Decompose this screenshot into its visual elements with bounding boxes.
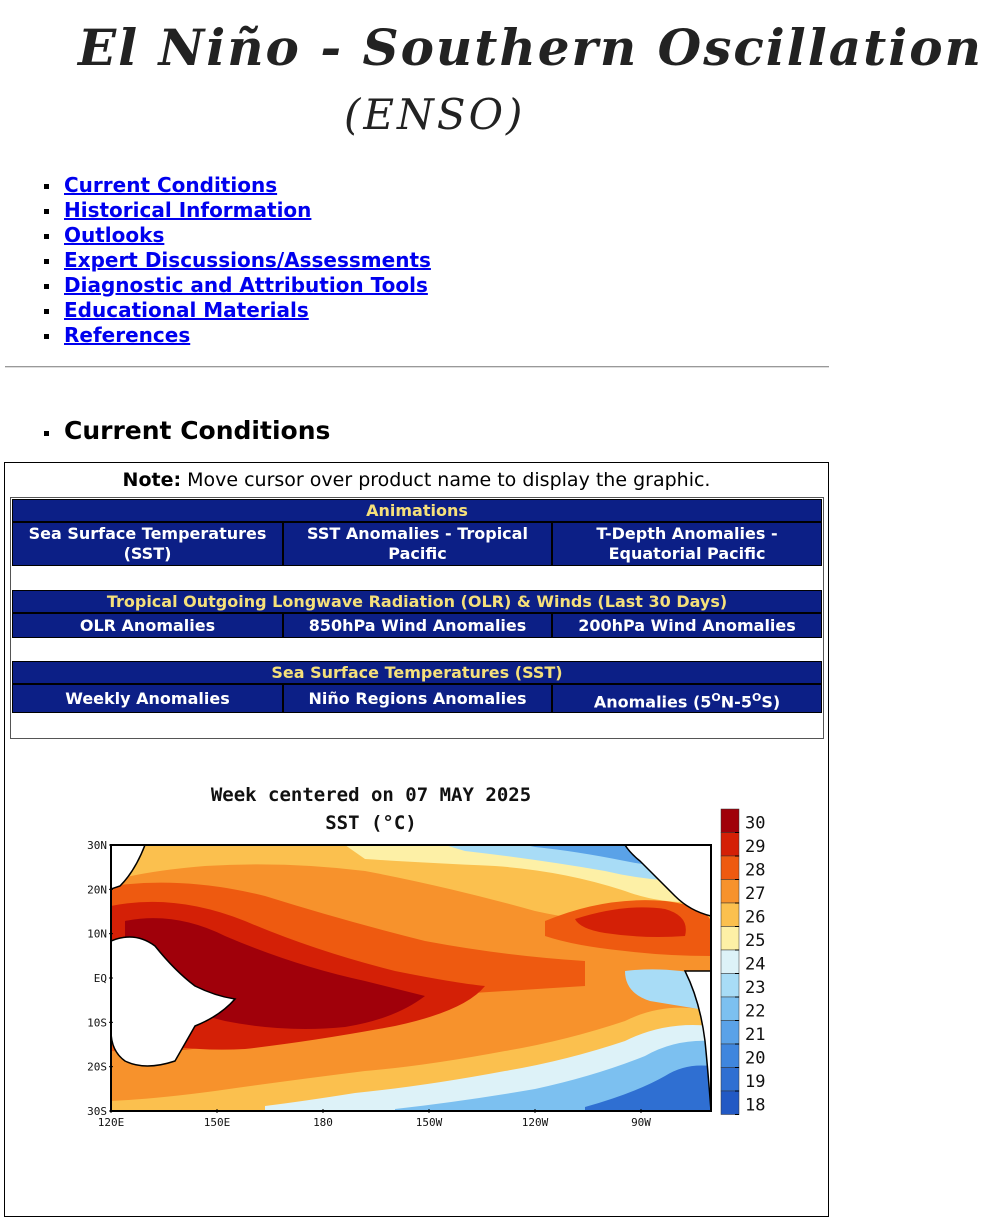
legend-swatch [721, 809, 739, 833]
nav-link-educational-materials[interactable]: Educational Materials [64, 297, 309, 322]
legend-value: 21 [745, 1025, 766, 1045]
lat-label: 30N [87, 839, 107, 852]
nav-item [44, 297, 431, 322]
map-subtitle: SST (°C) [325, 812, 417, 834]
legend-swatch [721, 997, 739, 1021]
anom-suffix: S) [761, 692, 781, 712]
sst-header: Sea Surface Temperatures (SST) [12, 661, 822, 684]
legend-swatch [721, 927, 739, 951]
bullet-icon [44, 309, 49, 314]
bullet-icon [44, 234, 49, 239]
product-nino-regions-anomalies[interactable]: Niño Regions Anomalies [283, 684, 552, 713]
lon-label: 180 [313, 1116, 333, 1129]
degree-n: O [711, 691, 721, 705]
section-heading [44, 416, 330, 445]
nav-link-current-conditions[interactable]: Current Conditions [64, 172, 278, 197]
anom-prefix: Anomalies (5 [593, 692, 712, 712]
legend-swatch [721, 974, 739, 998]
banner-title: El Niño - Southern Oscillation [78, 18, 983, 77]
legend-swatch [721, 1044, 739, 1068]
bullet-icon [44, 284, 49, 289]
nav-link-references[interactable]: References [64, 322, 191, 347]
legend-value: 23 [745, 978, 766, 998]
legend-value: 19 [745, 1072, 766, 1092]
legend-value: 24 [745, 954, 766, 975]
legend-value: 27 [745, 884, 766, 904]
latitude-labels [87, 839, 113, 1118]
nav-item [44, 247, 431, 272]
product-anomalies-5n-5s[interactable] [552, 684, 822, 713]
legend-value: 18 [745, 1095, 766, 1116]
legend-swatch [721, 856, 739, 880]
nav-link-diagnostic-tools[interactable]: Diagnostic and Attribution Tools [64, 272, 428, 297]
legend-swatch [721, 903, 739, 927]
lon-label: 120E [97, 1116, 125, 1129]
legend-value: 28 [745, 860, 766, 881]
legend-value: 26 [745, 907, 766, 928]
animations-header: Animations [12, 499, 822, 522]
nav-link-expert-discussions[interactable]: Expert Discussions/Assessments [64, 247, 431, 272]
note [5, 469, 828, 491]
product-tdepth-anomalies[interactable]: T-Depth Anomalies - Equatorial Pacific [552, 522, 822, 566]
product-850hpa-wind[interactable]: 850hPa Wind Anomalies [283, 613, 552, 638]
divider [5, 366, 829, 368]
products-table [10, 497, 824, 739]
lat-label: 10N [87, 927, 107, 941]
enso-banner [0, 0, 983, 160]
legend-swatch [721, 1021, 739, 1045]
product-sst-anomalies-tropical[interactable]: SST Anomalies - Tropical Pacific [283, 522, 552, 566]
lat-label: 30S [87, 1105, 107, 1118]
lat-label: 20N [87, 883, 107, 897]
bullet-icon [44, 431, 49, 436]
lon-label: 150W [415, 1116, 443, 1129]
sst-map-graphic [65, 771, 785, 1151]
map-title: Week centered on 07 MAY 2025 [210, 784, 532, 806]
product-sst-animation[interactable]: Sea Surface Temperatures (SST) [12, 522, 283, 566]
legend-value: 30 [745, 813, 766, 834]
product-olr-anomalies[interactable]: OLR Anomalies [12, 613, 283, 638]
olr-header: Tropical Outgoing Longwave Radiation (OLR) & Winds (Last 30 Days) [12, 590, 822, 613]
nav-link-outlooks[interactable]: Outlooks [64, 222, 165, 247]
lon-label: 150E [203, 1116, 231, 1129]
bullet-icon [44, 334, 49, 339]
nav-item [44, 172, 431, 197]
degree-s: O [751, 691, 762, 705]
nav-item [44, 322, 431, 347]
nav-link-historical-information[interactable]: Historical Information [64, 197, 312, 222]
legend-swatch [721, 950, 739, 974]
anom-mid: N-5 [720, 692, 752, 712]
section-title: Current Conditions [64, 416, 331, 445]
lat-label: 10S [87, 1016, 107, 1030]
conditions-panel [4, 462, 829, 1217]
legend-swatch [721, 833, 739, 857]
product-200hpa-wind[interactable]: 200hPa Wind Anomalies [552, 613, 822, 638]
note-text: Move cursor over product name to display the graphic. [181, 469, 711, 491]
legend-value: 22 [745, 1001, 766, 1022]
nav-item [44, 222, 431, 247]
legend-value: 29 [745, 837, 766, 857]
sst-field [111, 845, 711, 1111]
legend-value: 25 [745, 931, 766, 951]
lat-label: 20S [87, 1060, 107, 1074]
main-nav [44, 172, 431, 347]
nav-item [44, 272, 431, 297]
legend-swatch [721, 880, 739, 904]
lat-label: EQ [93, 972, 107, 985]
banner-subtitle: (ENSO) [344, 90, 526, 139]
legend-swatch [721, 1068, 739, 1092]
color-legend [721, 809, 765, 1116]
nav-item [44, 197, 431, 222]
lon-label: 90W [631, 1116, 651, 1129]
legend-value: 20 [745, 1048, 766, 1069]
bullet-icon [44, 209, 49, 214]
note-label: Note: [122, 469, 182, 491]
bullet-icon [44, 259, 49, 264]
bullet-icon [44, 184, 49, 189]
lon-label: 120W [521, 1116, 549, 1129]
legend-swatch [721, 1091, 739, 1115]
product-weekly-anomalies[interactable]: Weekly Anomalies [12, 684, 283, 713]
